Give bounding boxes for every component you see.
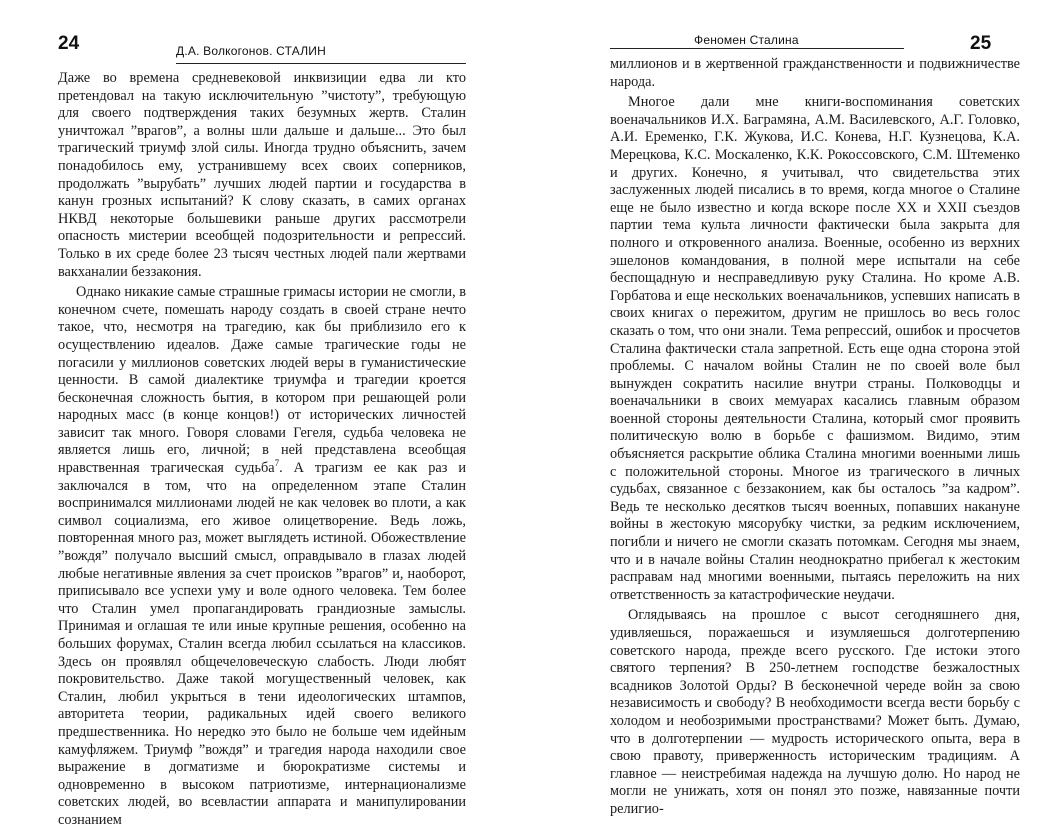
paragraph (58, 284, 466, 829)
paragraph: Даже во времена средневековой инквизиции едва ли кто претендовал на такую исключительную ”чистоту”, требующую для своего подтверждения таких безумных жертв. Сталин уничтожал ”врагов”, а волны шли дальше и дальше... Это был трагический триумф злой силы. Иногда трудно объяснить, зачем понадобилось ему, устранившему всех своих соперников, продолжать ”вырубать” лучших людей партии и государства в канун грозных испытаний? К слову сказать, в самих органах НКВД некоторые большевики раньше других рассмотрели опасность мистерии всеобщей подозрительности и репрессий. Только в их среде более 23 тысяч честных людей пали жертвами вакханалии беззакония. (58, 70, 466, 280)
running-head: Феномен Сталина (694, 33, 799, 47)
paragraph-text: Однако никакие самые страшные гримасы истории не смогли, в конечном счете, помешать народу создать в своей стране нечто такое, что, несмотря на трагедию, как бы приблизило его к осуществлению идеалов. Даже самые трагические годы не погасили у миллионов советских людей веры в гуманистические ценности. В самой диалектике триумфа и трагедии кроется бесконечная сложность бытия, в котором при решающей роли народных масс (в конце концов!) от исторических личностей зависит так много. Говоря словами Гегеля, судьба человека не является лишь его, личной; в ней представлена всеобщая нравственная трагическая судьба (58, 284, 466, 477)
running-head: Д.А. Волкогонов. СТАЛИН (176, 44, 326, 58)
footnote-marker: 7 (274, 458, 280, 469)
paragraph: миллионов и в жертвенной гражданственности и подвижничестве народа. (610, 56, 1020, 90)
header-rule (610, 48, 904, 49)
paragraph-text: . А трагизм ее как раз и заключался в том, что на определенном этапе Сталин воспринимался миллионами людей не как человек во плоти, а как символ социализма, его живое олицетворение. Ведь ложь, повторенная много раз, может выглядеть истиной. Обожествление ”вождя” получало высший смысл, оправдывало в глазах людей любые негативные явления за счет происков ”врагов” и, наоборот, приписывало все успехи уму и воле одного человека. Тем более что Сталин умел пропагандировать грандиозные замыслы. Принимая и оглашая те или иные крупные решения, особенно на больших форумах, Сталин всегда любил ссылаться на классиков. Здесь он проявлял общечеловеческую слабость. Люди любят покровительство. Даже такой могущественный человек, как Сталин, любил укрыться в тени идеологических штампов, авторитета теории, радикальных идей своего великого предшественника. Но нередко это было не больше чем идейным камуфляжем. Триумф ”вождя” и трагедия народа находили свое выражение в догматизме и бюрократизме системы и одновременно в высоком патриотизме, интернационализме советских людей, во всевластии аппарата и манипулировании сознанием (58, 460, 466, 828)
right-page (532, 0, 1064, 817)
text-column (610, 56, 1020, 819)
page-number: 24 (58, 33, 80, 54)
text-column (58, 70, 466, 830)
page-number: 25 (970, 33, 992, 54)
paragraph: Многое дали мне книги-воспоминания советских военачальников И.Х. Баграмяна, А.М. Василевского, А.Г. Головко, А.И. Еременко, Г.К. Жукова, И.С. Конева, Н.Г. Кузнецова, К.А. Мерецкова, К.С. Москаленко, К.К. Рокоссовского, С.М. Штеменко и других. Конечно, я учитывал, что свидетельства этих заслуженных людей писались в то время, когда многое о Сталине еще не было известно и когда вскоре после XX и XXII съездов партии тема культа личности фактически была закрыта для полного и откровенного анализа. Военные, особенно из верхних эшелонов командования, в полной мере испытали на себе беспощадную и несправедливую руку Сталина. Но кроме А.В. Горбатова и еще нескольких военачальников, успевших написать в своих книгах о пережитом, другим не пришлось во весь голос сказать о том, что они знали. Тема репрессий, ошибок и просчетов Сталина фактически стала запретной. Есть еще одна сторона этой проблемы. С началом войны Сталин не по своей воле был вынужден сократить насилие внутри страны. Полководцы и военачальники в своих мемуарах касались главным образом военной стороны деятельности Сталина, который смог проявить политическую волю в борьбе с фашизмом. Видимо, этим объясняется раскрытие облика Сталина многими военными лишь с положительной стороны. Многое из трагического в личных судьбах, связанное с беззаконием, как бы осталось ”за кадром”. Ведь те несколько десятков тысяч военных, попавших накануне войны в жестокую мясорубку чистки, за редким исключением, погибли и ничего не смогли сказать потомкам. Сегодня мы знаем, что и в начале войны Сталин неоднократно прибегал к жестоким расправам над многими военными, пытаясь переложить на них ответственность за катастрофические неудачи. (610, 94, 1020, 603)
left-page (0, 0, 532, 828)
header-rule (176, 63, 466, 64)
paragraph: Оглядываясь на прошлое с высот сегодняшнего дня, удивляешься, поражаешься и изумляешься долготерпению советского народа, прежде всего русского. Где истоки этого святого терпения? В 250-летнем господстве безжалостных всадников Золотой Орды? В бесконечной череде войн за свою независимость и свободу? В необходимости всегда вести борьбу с холодом и необозримыми пространствами? Может быть. Думаю, что в долготерпении — мудрость исторического опыта, вера в свою правоту, приверженность историческим традициям. А главное — неистребимая надежда на лучшую долю. Но народ не могли не унижать, хотя он понял это позже, навязанные почти религио- (610, 607, 1020, 817)
